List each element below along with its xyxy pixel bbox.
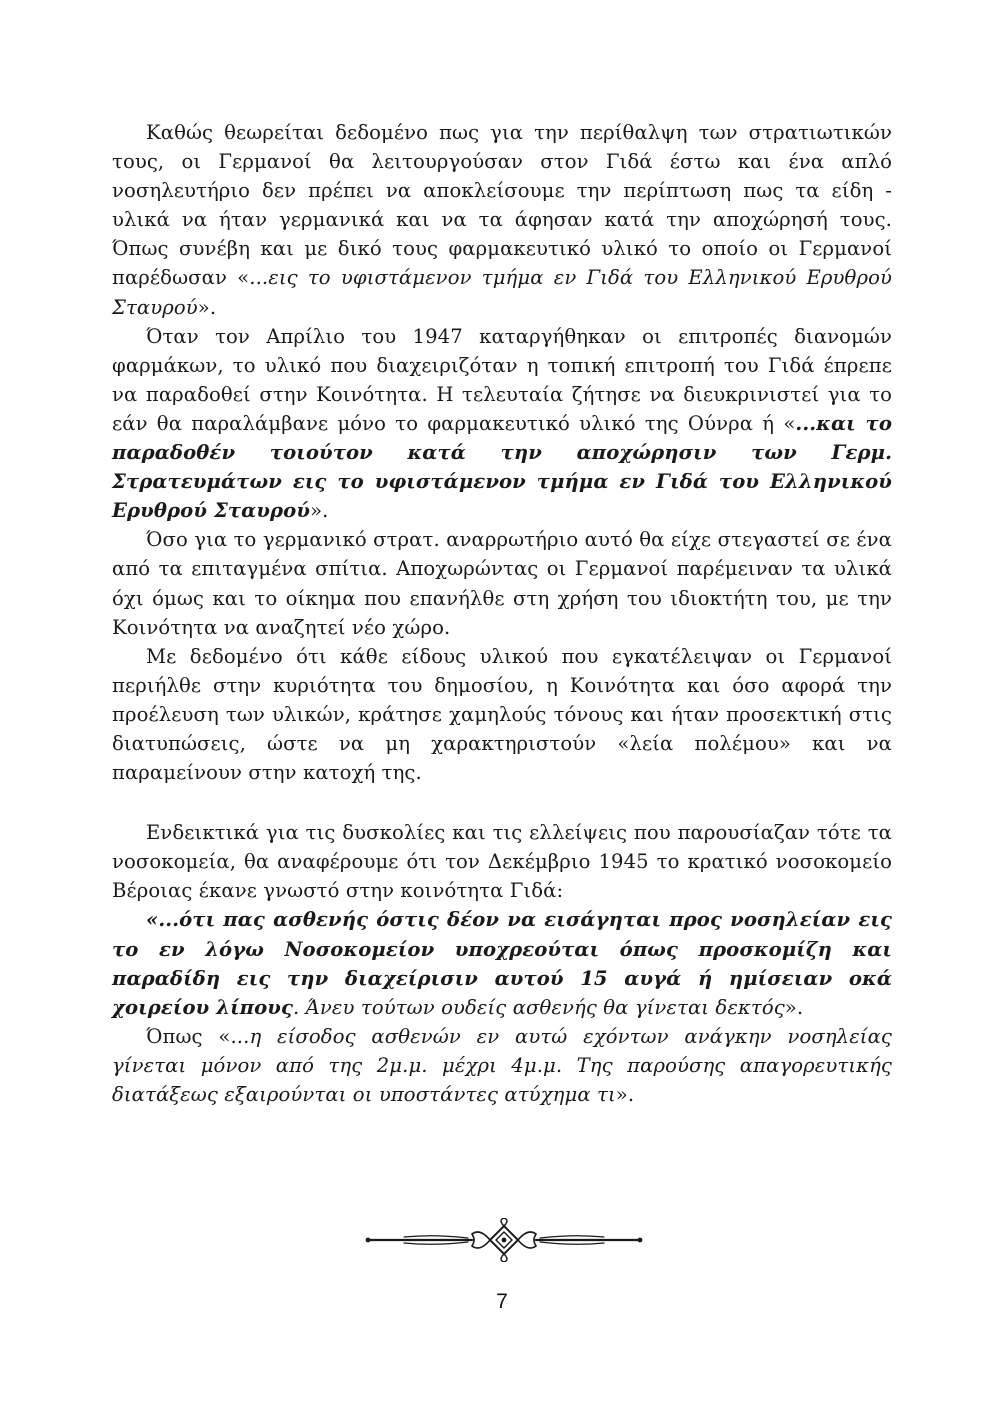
bold-italic-quote: ...και το παραδοθέν τοιούτον κατά την αποχώρησιν των Γερμ. Στρατευμάτων εις το υφιστάμενον τμήμα εν Γιδά του Ελληνικού Ερυθρού Σταυρού	[112, 411, 892, 523]
paragraph-5	[112, 818, 892, 905]
italic-quote: ...εις το υφιστάμενον τμήμα εν Γιδά του Ελληνικού Ερυθρού Σταυρού	[112, 266, 892, 319]
text-segment: Όσο για το γερμανικό στρατ. αναρρωτήριο αυτό θα είχε στεγαστεί σε ένα από τα επιταγμένα σπίτια. Αποχωρώντας οι Γερμανοί παρέμειναν τα υλικά όχι όμως και το οίκημα που επανήλθε στη χρήση του ιδιοκτήτη του, με την Κοινότητα να αναζητεί νέο χώρο.	[112, 528, 892, 639]
paragraph-2	[112, 322, 892, 526]
paragraph-1	[112, 118, 892, 322]
bold-italic-quote: «...ότι πας ασθενής όστις δέον να εισάγηται προς νοσηλείαν εις το εν λόγω Νοσοκομείον υποχρεούται όπως προσκομίζη και παραδίδη εις την διαχείρισιν αυτού 15 αυγά ή ημίσειαν οκά χοιρείου λίπους	[112, 908, 892, 1019]
text-segment: Όταν τον Απρίλιο του 1947 καταργήθηκαν οι επιτροπές διανομών φαρμάκων, το υλικό που διαχειριζόταν η τοπική επιτροπή του Γιδά έπρεπε να παραδοθεί στην Κοινότητα. Η τελευταία ζήτησε να διευκρινιστεί για το εάν θα παραλάμβανε μόνο το φαρμακευτικό υλικό της Ούνρα ή «	[112, 324, 892, 435]
page-number: 7	[496, 1290, 508, 1313]
text-segment: ».	[784, 995, 804, 1019]
section-gap	[112, 787, 892, 818]
text-segment: Ενδεικτικά για τις δυσκολίες και τις ελλείψεις που παρουσίαζαν τότε τα νοσοκομεία, θα αναφέρουμε ότι τον Δεκέμβριο 1945 το κρατικό νοσοκομείο Βέροιας έκανε γνωστό στην κοινότητα Γιδά:	[112, 821, 892, 903]
text-segment: ».	[615, 1083, 635, 1106]
text-segment: ».	[197, 295, 217, 319]
body-text	[112, 118, 892, 1109]
paragraph-3	[112, 525, 892, 641]
floral-divider-icon	[364, 1218, 644, 1262]
paragraph-6-quote	[112, 905, 892, 1021]
text-segment: Με δεδομένο ότι κάθε είδους υλικού που εγκατέλειψαν οι Γερμανοί περιήλθε στην κυριότητα του δημοσίου, η Κοινότητα και όσο αφορά την προέλευση των υλικών, κράτησε χαμηλούς τόνους και ήταν προσεκτική στις διατυπώσεις, ώστε να μη χαρακτηριστούν «λεία πολέμου» και να παραμείνουν στην κατοχή της.	[112, 644, 892, 785]
italic-quote: . Άνευ τούτων ουδείς ασθενής θα γίνεται δεκτός	[293, 995, 785, 1019]
text-segment: Καθώς θεωρείται δεδομένο πως για την περίθαλψη των στρατιωτικών τους, οι Γερμανοί θα λειτουργούσαν στον Γιδά έστω και ένα απλό νοσηλευτήριο δεν πρέπει να αποκλείσουμε την περίπτωση πως τα είδη - υλικά να ήταν γερμανικά και να τα άφησαν κατά την αποχώρησή τους. Όπως συνέβη και με δικό τους φαρμακευτικό υλικό το οποίο οι Γερμανοί παρέδωσαν «	[112, 121, 892, 290]
text-segment: ».	[310, 499, 329, 523]
paragraph-4	[112, 642, 892, 787]
italic-quote: ...η είσοδος ασθενών εν αυτώ εχόντων ανάγκην νοσηλείας γίνεται μόνον από της 2μ.μ. μέχρι 4μ.μ. Της παρούσης απαγορευτικής διατάξεως εξαιρούνται οι υποστάντες ατύχημα τι	[112, 1024, 892, 1106]
text-segment: Όπως «	[146, 1024, 231, 1048]
floral-divider-svg	[364, 1218, 644, 1262]
paragraph-7	[112, 1022, 892, 1109]
